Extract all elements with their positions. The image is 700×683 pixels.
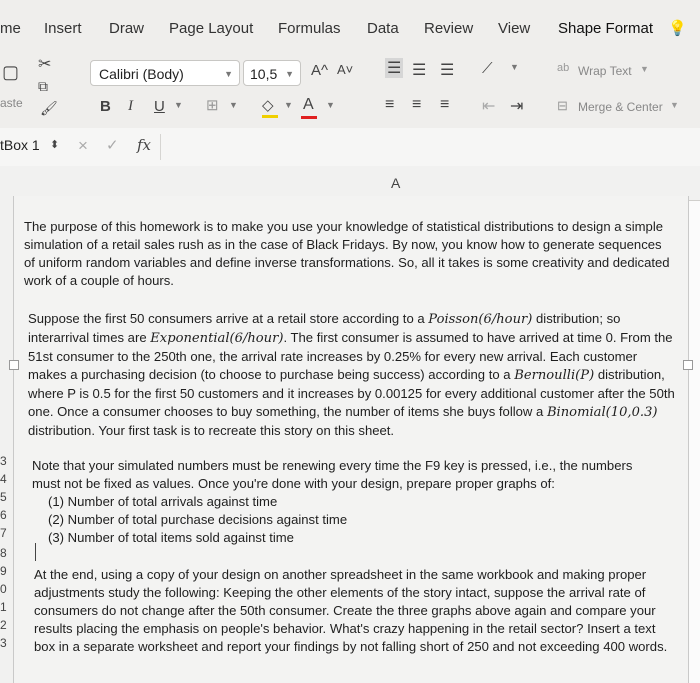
story-text: Suppose the first 50 consumers arrive at a retail store according to a: [28, 311, 429, 326]
stepper-icon[interactable]: ⬍: [50, 139, 60, 151]
paragraph-story: [28, 310, 676, 440]
story-text: distribution; so interarrival times are: [28, 311, 621, 345]
grow-font-button[interactable]: A^: [311, 62, 329, 79]
poisson-term: Poisson(6/hour): [428, 312, 533, 327]
row-number[interactable]: 9: [0, 564, 7, 578]
chevron-down-icon[interactable]: ▼: [670, 100, 679, 110]
fill-color-swatch: [262, 115, 278, 118]
list-item: (3) Number of total items sold against time: [48, 530, 294, 545]
wrap-text-icon[interactable]: ab: [557, 62, 570, 74]
decrease-indent-icon[interactable]: ⇤: [482, 98, 496, 115]
fill-color-icon[interactable]: ◇: [262, 97, 274, 114]
copy-icon[interactable]: ⧉: [38, 78, 48, 94]
chevron-down-icon[interactable]: ▼: [510, 62, 519, 72]
story-text: distribution. Your first task is to recreate this story on this sheet.: [28, 423, 395, 438]
resize-handle-left[interactable]: [9, 360, 19, 370]
merge-icon[interactable]: ⊟: [557, 98, 568, 113]
row-number[interactable]: 2: [0, 618, 7, 632]
shrink-font-button[interactable]: A˅: [337, 62, 354, 77]
underline-button[interactable]: U: [154, 98, 165, 115]
tab-draw[interactable]: Draw: [109, 20, 145, 37]
paragraph-purpose: The purpose of this homework is to make you use your knowledge of statistical distributions to design a simple simulation of a retail sales rush as in the case of Black Fridays. By now, you know how to generate sequences of uniform random variables and define inverse transformations. So, all it takes is some creativity and dedicated work of a couple of hours.: [24, 219, 670, 288]
row-number[interactable]: 3: [0, 636, 7, 650]
align-top-icon[interactable]: ☰: [387, 60, 402, 77]
formula-divider: [160, 134, 161, 160]
text-box-shape[interactable]: [13, 196, 689, 683]
row-number[interactable]: 6: [0, 508, 7, 522]
tab-data[interactable]: Data: [367, 20, 399, 37]
italic-button[interactable]: I: [128, 98, 133, 114]
tab-review[interactable]: Review: [424, 20, 474, 37]
binomial-term: Binomial(10,0.3): [546, 405, 658, 420]
row-number[interactable]: 4: [0, 472, 7, 486]
row-number[interactable]: 3: [0, 454, 7, 468]
story-text: . The first consumer is assumed to have arrived at time 0. From the 51st consumer to the 250th one, the arrival rate increases by 0.25% for every new arrival. Each customer makes a purchasing decision (to choose to purchase being success) according to a: [28, 330, 673, 382]
list-item: (1) Number of total arrivals against time: [48, 494, 278, 509]
tab-formulas[interactable]: Formulas: [278, 20, 341, 37]
cancel-icon[interactable]: ×: [78, 136, 88, 155]
row-header-column: [0, 200, 14, 683]
align-right-icon[interactable]: ≡: [440, 96, 450, 113]
row-number[interactable]: 0: [0, 582, 7, 596]
align-middle-icon[interactable]: ☰: [412, 62, 427, 79]
font-name-value: Calibri (Body): [99, 66, 184, 82]
wrap-text-button[interactable]: Wrap Text: [578, 64, 632, 78]
font-size-value: 10,5: [250, 66, 278, 82]
tab-home[interactable]: me: [0, 20, 21, 37]
exponential-term: Exponential(6/hour): [150, 331, 284, 346]
paste-icon[interactable]: ▢: [2, 62, 20, 82]
row-number[interactable]: 1: [0, 600, 7, 614]
resize-handle-right[interactable]: [683, 360, 693, 370]
enter-icon[interactable]: ✓: [106, 137, 119, 154]
paste-label[interactable]: aste: [0, 96, 23, 110]
chevron-down-icon[interactable]: ▼: [640, 64, 649, 74]
font-color-icon[interactable]: A: [303, 96, 314, 113]
increase-indent-icon[interactable]: ⇥: [510, 98, 524, 115]
row-number[interactable]: 7: [0, 526, 7, 540]
chevron-down-icon[interactable]: ▼: [326, 100, 335, 110]
ribbon-tabs: [0, 0, 700, 52]
format-painter-icon[interactable]: 🖌: [40, 100, 58, 116]
text-cursor: [35, 543, 36, 561]
tab-shape-format[interactable]: Shape Format: [558, 20, 654, 37]
bernoulli-term: Bernoulli(P): [514, 368, 595, 383]
tab-insert[interactable]: Insert: [44, 20, 82, 37]
tab-page-layout[interactable]: Page Layout: [169, 20, 254, 37]
chevron-down-icon[interactable]: ▼: [284, 100, 293, 110]
paragraph-adjustments: At the end, using a copy of your design on another spreadsheet in the same workbook and making proper adjustments study the following: Keeping the other elements of the story intact, suppose the arrival rate of consumers do not change after the 50th consumer. Create the three graphs above again and compare your results placing the emphasis on people's behavior. What's crazy happening in the retail sector? Insert a text box in a separate worksheet and report your findings by not falling short of 250 and not exceeding 400 words.: [34, 567, 668, 654]
merge-center-button[interactable]: Merge & Center: [578, 100, 663, 114]
list-item: (2) Number of total purchase decisions against time: [48, 512, 348, 527]
formula-bar: [0, 128, 700, 167]
row-number[interactable]: 8: [0, 546, 7, 560]
bold-button[interactable]: B: [100, 98, 111, 115]
font-name-select[interactable]: [90, 60, 240, 86]
font-color-swatch: [301, 116, 317, 119]
graph-list: [48, 493, 648, 547]
align-left-icon[interactable]: ≡: [385, 96, 395, 113]
chevron-down-icon[interactable]: ▼: [174, 100, 183, 110]
ribbon-toolbar: [0, 52, 700, 129]
align-bottom-icon[interactable]: ☰: [440, 62, 455, 79]
chevron-down-icon[interactable]: ▼: [229, 100, 238, 110]
orientation-icon[interactable]: ⟋: [482, 60, 493, 77]
cut-icon[interactable]: ✂: [38, 56, 52, 73]
chevron-down-icon: ▼: [224, 69, 233, 79]
chevron-down-icon: ▼: [285, 69, 294, 79]
borders-icon[interactable]: ⊞: [206, 97, 219, 114]
worksheet: [0, 166, 700, 683]
align-center-icon[interactable]: ≡: [412, 96, 422, 113]
name-box[interactable]: tBox 1: [0, 137, 40, 153]
column-header-a[interactable]: A: [391, 175, 401, 191]
fx-icon[interactable]: fx: [137, 136, 152, 154]
story-text: distribution, where P is 0.5 for the first 50 customers and it increases by 0.00125 for every additional customer after the 50th one. Once a consumer chooses to buy something, the number of items she buys follow a: [28, 367, 675, 419]
lightbulb-icon[interactable]: 💡: [668, 20, 687, 37]
tab-view[interactable]: View: [498, 20, 531, 37]
row-number[interactable]: 5: [0, 490, 7, 504]
paragraph-note: Note that your simulated numbers must be renewing every time the F9 key is pressed, i.e., the numbers must not be fixed as values. Once you're done with your design, prepare proper graphs of:: [32, 458, 633, 491]
font-size-select[interactable]: [243, 60, 301, 86]
